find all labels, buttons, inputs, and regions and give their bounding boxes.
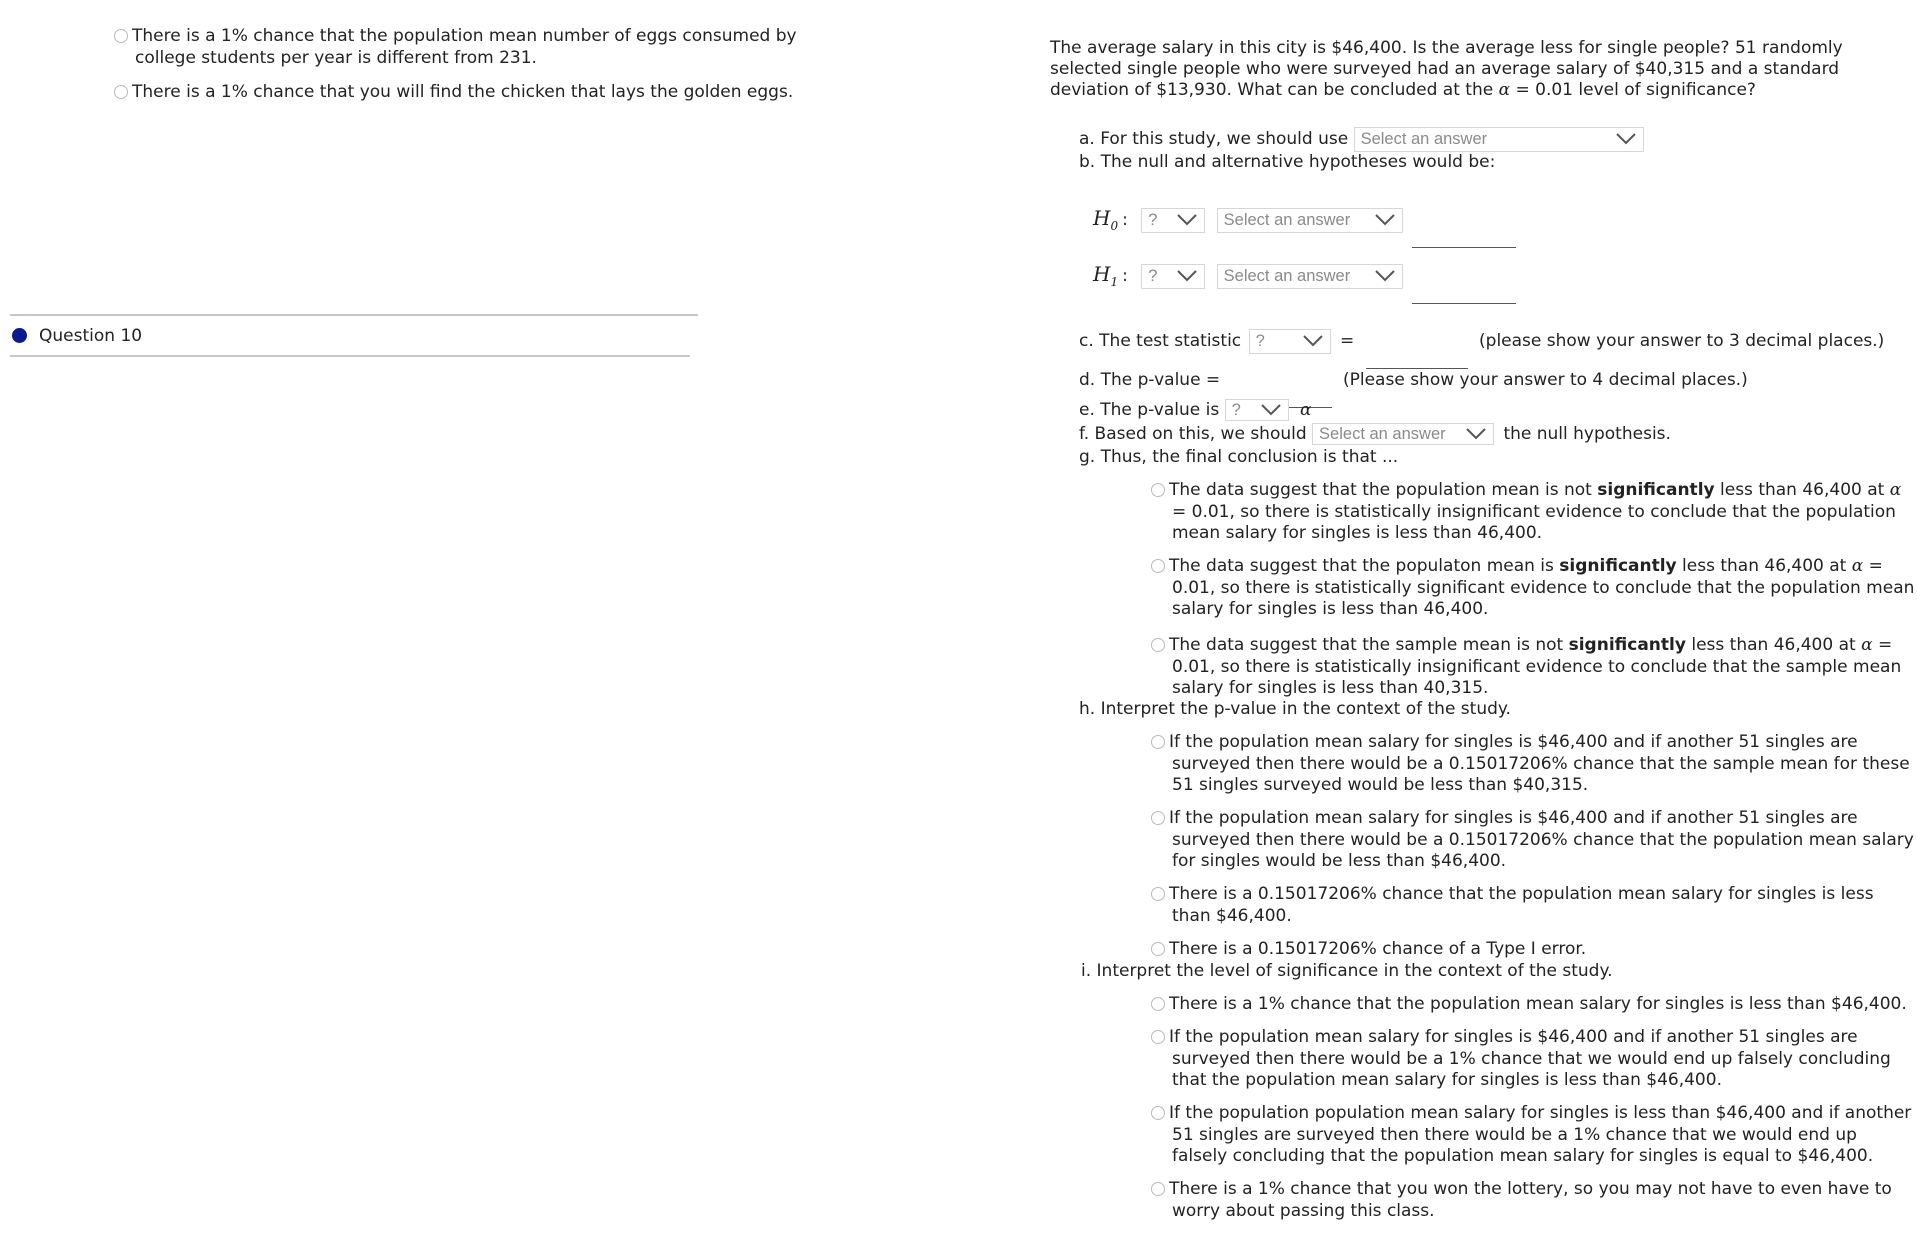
h-option-1[interactable]: If the population mean salary for singles is $46,400 and if another 51 singles are surveyed then there would be a 0.15017206% chance that the sample mean for these 51 singles surveyed would be less than $40,315. xyxy=(1151,732,1917,797)
test-statistic-select[interactable] xyxy=(1249,329,1331,354)
chevron-down-icon xyxy=(1260,403,1282,417)
part-c xyxy=(1079,328,1884,369)
g-option-2[interactable]: The data suggest that the populaton mean is significantly less than 46,400 at α = 0.01, so there is statistically significant evidence to conclude that the population mean salary for singles is less than 46,400. xyxy=(1151,556,1917,621)
radio-button[interactable] xyxy=(114,29,128,43)
radio-button[interactable] xyxy=(1151,638,1165,652)
part-e-label: e. The p-value is xyxy=(1079,400,1220,420)
select-placeholder: Select an answer xyxy=(1360,129,1488,148)
i-option-4[interactable]: There is a 1% chance that you won the lottery, so you may not have to even have to worry about passing this class. xyxy=(1151,1179,1917,1222)
study-type-select[interactable] xyxy=(1354,127,1644,152)
part-c-note: (please show your answer to 3 decimal places.) xyxy=(1479,331,1885,351)
h0-row xyxy=(1093,205,1516,248)
select-placeholder: ? xyxy=(1255,331,1265,350)
select-placeholder: Select an answer xyxy=(1223,210,1351,229)
part-f-tail: the null hypothesis. xyxy=(1503,424,1671,444)
h0-parameter-select[interactable] xyxy=(1217,208,1403,233)
radio-button[interactable] xyxy=(1151,942,1165,956)
alpha-symbol: α xyxy=(1300,400,1312,420)
part-e xyxy=(1079,398,1311,422)
radio-button[interactable] xyxy=(1151,735,1165,749)
part-f xyxy=(1079,422,1671,446)
question-label: Question 10 xyxy=(39,326,143,346)
radio-button[interactable] xyxy=(114,85,128,99)
part-d-label: d. The p-value = xyxy=(1079,370,1221,390)
part-g-label: g. Thus, the final conclusion is that ... xyxy=(1079,447,1399,467)
colon: : xyxy=(1122,266,1128,286)
question-dot-icon xyxy=(12,328,27,343)
radio-button[interactable] xyxy=(1151,1030,1165,1044)
i-option-3[interactable]: If the population population mean salary for singles is less than $46,400 and if another 51 singles are surveyed then there would be a 1% chance that we would end up falsely concluding that the population mean salary for singles is equal to $46,400. xyxy=(1151,1103,1917,1168)
select-placeholder: Select an answer xyxy=(1223,266,1351,285)
radio-button[interactable] xyxy=(1151,811,1165,825)
h0-operator-select[interactable] xyxy=(1141,208,1205,233)
chevron-down-icon xyxy=(1465,427,1487,441)
chevron-down-icon xyxy=(1302,334,1324,348)
alpha-symbol: α xyxy=(1861,635,1873,655)
alpha-symbol: α xyxy=(1889,480,1902,500)
radio-button[interactable] xyxy=(1151,1182,1165,1196)
select-placeholder: Select an answer xyxy=(1319,425,1446,443)
problem-statement xyxy=(1050,38,1895,101)
h1-row xyxy=(1093,261,1516,304)
radio-button[interactable] xyxy=(1151,887,1165,901)
part-a-label: a. For this study, we should use xyxy=(1079,129,1349,149)
equals-sign: = xyxy=(1339,331,1355,351)
problem-text-tail: = 0.01 level of significance? xyxy=(1515,80,1756,100)
radio-button[interactable] xyxy=(1151,997,1165,1011)
select-placeholder: ? xyxy=(1148,266,1158,285)
h1-parameter-select[interactable] xyxy=(1217,264,1403,289)
chevron-down-icon xyxy=(1615,132,1637,146)
part-d-note: (Please show your answer to 4 decimal places.) xyxy=(1342,370,1748,390)
chevron-down-icon xyxy=(1176,213,1198,227)
chevron-down-icon xyxy=(1176,269,1198,283)
g-option-1[interactable]: The data suggest that the population mean is not significantly less than 46,400 at α = 0.01, so there is statistically insignificant evidence to conclude that the population mean salary for singles is less than 46,400. xyxy=(1151,480,1917,545)
prev-option-2[interactable] xyxy=(114,82,855,104)
test-statistic-input[interactable] xyxy=(1366,344,1468,369)
problem-text: The average salary in this city is $46,400. Is the average less for single people? 51 randomly selected single people who were surveyed had an average salary of $40,315 and a standard deviation of $13,930. What can be concluded at the xyxy=(1050,38,1843,100)
g-option-3[interactable]: The data suggest that the sample mean is not significantly less than 46,400 at α = 0.01, so there is statistically insignificant evidence to conclude that the sample mean salary for singles is less than 40,315. xyxy=(1151,635,1917,700)
radio-button[interactable] xyxy=(1151,483,1165,497)
alpha-symbol: α xyxy=(1498,80,1511,100)
question-header xyxy=(12,325,142,347)
radio-button[interactable] xyxy=(1151,559,1165,573)
alpha-symbol: α xyxy=(1851,556,1864,576)
divider-top xyxy=(10,314,698,316)
chevron-down-icon xyxy=(1374,269,1396,283)
h0-value-input[interactable] xyxy=(1412,223,1516,248)
i-option-2[interactable]: If the population mean salary for singles is $46,400 and if another 51 singles are surveyed then there would be a 1% chance that we would end up falsely concluding that the population mean salary for singles is less than $46,400. xyxy=(1151,1027,1917,1092)
part-f-label: f. Based on this, we should xyxy=(1079,424,1307,444)
part-h-label: h. Interpret the p-value in the context of the study. xyxy=(1079,699,1511,719)
select-placeholder: ? xyxy=(1231,401,1241,419)
part-a xyxy=(1079,126,1644,152)
colon: : xyxy=(1122,210,1128,230)
part-i-label: i. Interpret the level of significance in the context of the study. xyxy=(1081,961,1613,981)
divider-bottom xyxy=(10,355,690,357)
h-option-2[interactable]: If the population mean salary for singles is $46,400 and if another 51 singles are surveyed then there would be a 0.15017206% chance that the population mean salary for singles would be less than $46,400. xyxy=(1151,808,1917,873)
h1-value-input[interactable] xyxy=(1412,279,1516,304)
i-option-1[interactable]: There is a 1% chance that the population mean salary for singles is less than $46,400. xyxy=(1151,994,1917,1016)
h0-symbol: $H_0$ xyxy=(1093,206,1119,233)
p-value-compare-select[interactable] xyxy=(1225,399,1289,421)
select-placeholder: ? xyxy=(1148,210,1158,229)
prev-option-1[interactable] xyxy=(114,26,855,69)
decision-select[interactable] xyxy=(1312,423,1494,445)
part-c-label: c. The test statistic xyxy=(1079,331,1242,351)
option-text: There is a 1% chance that the population mean number of eggs consumed by college students per year is different from 231. xyxy=(132,26,797,68)
chevron-down-icon xyxy=(1374,213,1396,227)
h-option-4[interactable]: There is a 0.15017206% chance of a Type I error. xyxy=(1151,939,1917,961)
radio-button[interactable] xyxy=(1151,1106,1165,1120)
h-option-3[interactable]: There is a 0.15017206% chance that the population mean salary for singles is less than $46,400. xyxy=(1151,884,1917,927)
h1-symbol: $H_1$ xyxy=(1093,262,1119,289)
h1-operator-select[interactable] xyxy=(1141,264,1205,289)
part-b-label: b. The null and alternative hypotheses would be: xyxy=(1079,152,1496,172)
option-text: There is a 1% chance that you will find the chicken that lays the golden eggs. xyxy=(132,82,794,102)
